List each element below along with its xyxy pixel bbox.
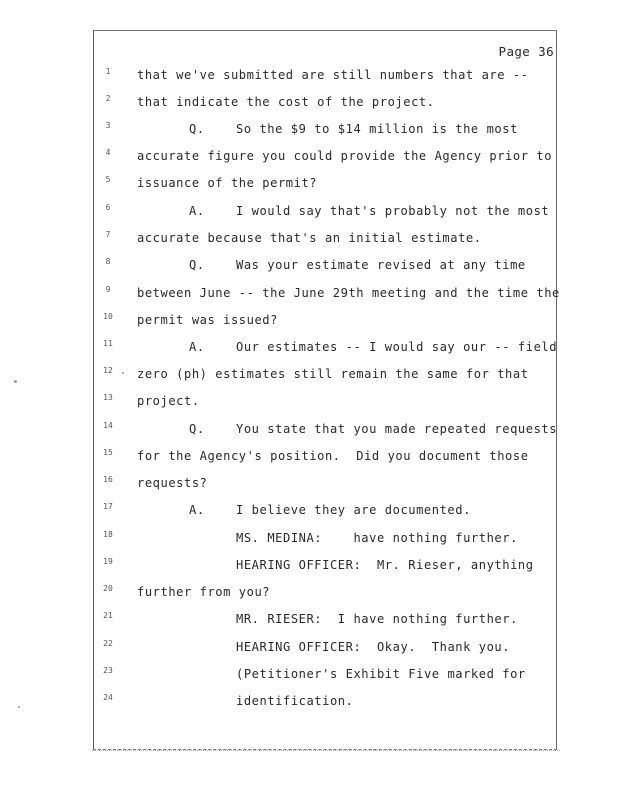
line-text: A. I believe they are documented.	[189, 503, 471, 517]
transcript-line	[0, 638, 618, 656]
line-number: 23	[103, 666, 113, 675]
transcript-line	[0, 392, 618, 410]
line-number: 7	[105, 230, 111, 239]
transcript-line	[0, 447, 618, 465]
transcript-line	[0, 229, 618, 247]
line-number: 10	[103, 312, 113, 321]
line-number: 22	[103, 639, 113, 648]
transcript-line	[0, 692, 618, 710]
line-text: MR. RIESER: I have nothing further.	[236, 612, 518, 626]
line-number: 1	[105, 67, 111, 76]
line-text: zero (ph) estimates still remain the same for that	[137, 367, 529, 381]
line-text: that we've submitted are still numbers that are --	[137, 68, 529, 82]
line-number: 5	[105, 175, 111, 184]
line-text: accurate because that's an initial estimate.	[137, 231, 482, 245]
transcript-line	[0, 665, 618, 683]
transcript-line	[0, 365, 618, 383]
transcript-line	[0, 120, 618, 138]
line-number: 19	[103, 557, 113, 566]
line-number: 24	[103, 693, 113, 702]
transcript-line	[0, 610, 618, 628]
line-number: 13	[103, 393, 113, 402]
line-text: Q. You state that you made repeated requests	[189, 422, 558, 436]
line-number: 16	[103, 475, 113, 484]
line-text: HEARING OFFICER: Okay. Thank you.	[236, 640, 511, 654]
line-text: (Petitioner's Exhibit Five marked for	[236, 667, 526, 681]
transcript-line	[0, 202, 618, 220]
transcript-line	[0, 256, 618, 274]
line-text: A. Our estimates -- I would say our -- field	[189, 340, 558, 354]
line-text: that indicate the cost of the project.	[137, 95, 435, 109]
line-text: further from you?	[137, 585, 271, 599]
transcript-line	[0, 147, 618, 165]
transcript-line	[0, 583, 618, 601]
line-text: for the Agency's position. Did you document those	[137, 449, 529, 463]
line-number: 4	[105, 148, 111, 157]
line-number: 14	[103, 421, 113, 430]
transcript-line	[0, 311, 618, 329]
line-text: MS. MEDINA: have nothing further.	[236, 531, 518, 545]
line-text: requests?	[137, 476, 208, 490]
line-text: Q. Was your estimate revised at any time	[189, 258, 526, 272]
line-text: A. I would say that's probably not the most	[189, 204, 550, 218]
transcript-line	[0, 501, 618, 519]
line-number: 11	[103, 339, 113, 348]
line-text: identification.	[236, 694, 354, 708]
transcript-line	[0, 66, 618, 84]
page-number: Page 36	[498, 44, 554, 59]
scan-edge-noise	[92, 750, 560, 752]
line-number: 12	[103, 366, 113, 375]
transcript-line	[0, 474, 618, 492]
transcript-line	[0, 556, 618, 574]
line-number: 6	[105, 203, 111, 212]
transcript-line	[0, 529, 618, 547]
line-text: Q. So the $9 to $14 million is the most	[189, 122, 518, 136]
line-text: project.	[137, 394, 200, 408]
line-text: issuance of the permit?	[137, 176, 318, 190]
transcript-line	[0, 93, 618, 111]
line-text: accurate figure you could provide the Agency prior to	[137, 149, 553, 163]
line-number: 17	[103, 502, 113, 511]
line-number: 20	[103, 584, 113, 593]
line-number: 21	[103, 611, 113, 620]
transcript-line	[0, 420, 618, 438]
scan-speck	[122, 372, 124, 374]
line-number: 18	[103, 530, 113, 539]
line-number: 3	[105, 121, 111, 130]
line-number: 2	[105, 94, 111, 103]
transcript-line	[0, 284, 618, 302]
line-number: 15	[103, 448, 113, 457]
line-number: 8	[105, 257, 111, 266]
transcript-line	[0, 338, 618, 356]
line-text: between June -- the June 29th meeting and the time the	[137, 286, 560, 300]
line-text: permit was issued?	[137, 313, 278, 327]
scan-speck	[14, 380, 17, 383]
line-text: HEARING OFFICER: Mr. Rieser, anything	[236, 558, 534, 572]
line-number: 9	[105, 285, 111, 294]
scan-speck	[18, 706, 20, 708]
transcript-line	[0, 174, 618, 192]
